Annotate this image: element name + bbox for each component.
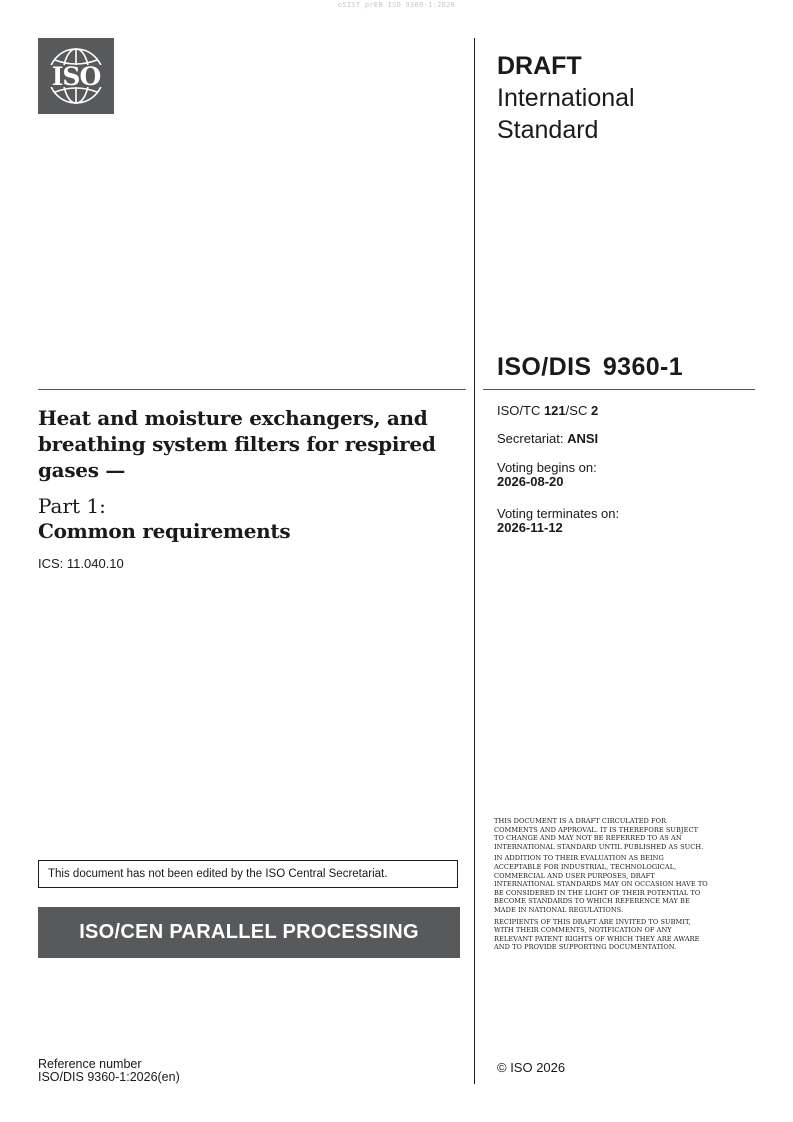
editing-notice: This document has not been edited by the ISO Central Secretariat. [38, 860, 458, 888]
committee-sep: /SC [565, 403, 591, 418]
voting-begins [497, 461, 597, 489]
disclaimer-paragraph: THIS DOCUMENT IS A DRAFT CIRCULATED FOR COMMENTS AND APPROVAL. IT IS THEREFORE SUBJECT TO CHANGE AND MAY NOT BE REFERRED TO AS AN INTERNATIONAL STANDARD UNTIL PUBLISHED AS SUCH. [494, 817, 704, 851]
parallel-processing-banner: ISO/CEN PARALLEL PROCESSING [38, 907, 460, 958]
column-divider [474, 38, 475, 1084]
voting-begins-date: 2026-08-20 [497, 474, 564, 489]
iso-logo-graphic [38, 38, 114, 114]
committee-prefix: ISO/TC [497, 403, 544, 418]
secretariat [497, 432, 598, 446]
committee [497, 404, 598, 418]
status-draft: DRAFT [497, 52, 582, 80]
logo-text: ISO [51, 62, 101, 91]
voting-terminates-label: Voting terminates on: [497, 506, 620, 521]
part-title: Common requirements [38, 519, 291, 543]
voting-terminates-date: 2026-11-12 [497, 520, 563, 535]
copyright: © ISO 2026 [497, 1060, 566, 1075]
voting-terminates [497, 507, 619, 535]
reference-label: Reference number [38, 1057, 142, 1071]
committee-sc: 2 [590, 403, 599, 418]
status-standard: Standard [497, 116, 599, 144]
iso-globe-logo-icon [38, 38, 114, 114]
ics-code: ICS: 11.040.10 [38, 556, 124, 571]
voting-begins-label: Voting begins on: [497, 460, 597, 475]
disclaimer-paragraph: IN ADDITION TO THEIR EVALUATION AS BEING ACCEPTABLE FOR INDUSTRIAL, TECHNOLOGICAL, COMMERCIAL AND USER PURPOSES, DRAFT INTERNATIONAL STANDARDS MAY ON OCCASION HAVE TO BE CONSIDERED IN THE LIGHT OF THEIR POTENTIAL TO BECOME STANDARDS TO WHICH REFERENCE MAY BE MADE IN NATIONAL REGULATIONS. [494, 854, 708, 914]
committee-tc: 121 [543, 403, 566, 418]
document-status [497, 50, 635, 146]
reference-number: ISO/DIS 9360-1:2026(en) [38, 1070, 180, 1084]
secretariat-label: Secretariat: [497, 431, 568, 446]
document-number: ISO/DIS 9360-1 [497, 353, 684, 381]
secretariat-value: ANSI [567, 431, 599, 446]
title-rule-left [38, 389, 466, 390]
part-label: Part 1: [38, 494, 106, 518]
document-title: Heat and moisture exchangers, and breathing system filters for respired gases — [38, 406, 436, 482]
disclaimer-paragraph: RECIPIENTS OF THIS DRAFT ARE INVITED TO SUBMIT, WITH THEIR COMMENTS, NOTIFICATION OF ANY RELEVANT PATENT RIGHTS OF WHICH THEY ARE AWARE AND TO PROVIDE SUPPORTING DOCUMENTATION. [494, 917, 700, 952]
watermark: oSIST prEN ISO 9360-1:2026 [337, 1, 456, 9]
draft-disclaimer [494, 817, 709, 955]
status-international: International [497, 84, 635, 112]
title-rule-right [483, 389, 755, 390]
